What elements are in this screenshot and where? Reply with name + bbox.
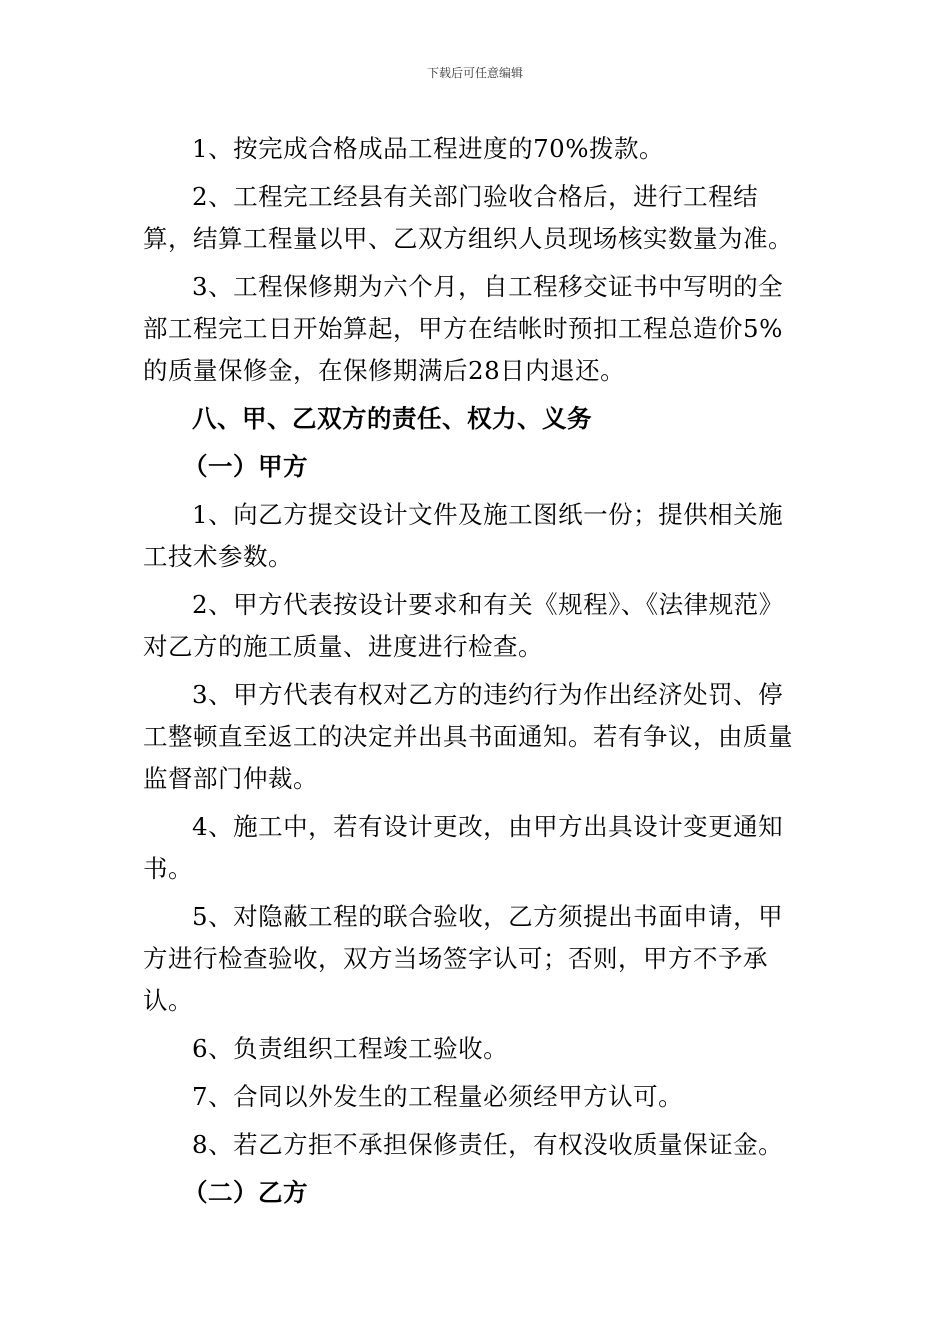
paragraph-settlement: 2、工程完工经县有关部门验收合格后，进行工程结算，结算工程量以甲、乙双方组织人员现场核实数量为准。 xyxy=(143,182,793,253)
paragraph-warranty: 3、工程保修期为六个月，自工程移交证书中写明的全部工程完工日开始算起，甲方在结帐时预扣工程总造价5%的质量保修金，在保修期满后28日内退还。 xyxy=(143,272,784,385)
party-a-item-4: 4、施工中，若有设计更改，由甲方出具设计变更通知书。 xyxy=(143,812,784,883)
party-a-item-8: 8、若乙方拒不承担保修责任，有权没收质量保证金。 xyxy=(192,1130,784,1159)
party-a-item-7: 7、合同以外发生的工程量必须经甲方认可。 xyxy=(192,1082,684,1111)
paragraph-payment-progress: 1、按完成合格成品工程进度的70%拨款。 xyxy=(192,134,665,163)
party-a-item-3: 3、甲方代表有权对乙方的违约行为作出经济处罚、停工整顿直至返工的决定并出具书面通知。若有争议，由质量监督部门仲裁。 xyxy=(143,680,793,793)
page-header-note: 下载后可任意编辑 xyxy=(426,66,523,80)
subsection-heading-party-b: （二）乙方 xyxy=(183,1178,308,1207)
party-a-item-6: 6、负责组织工程竣工验收。 xyxy=(192,1034,509,1063)
subsection-heading-party-a: （一）甲方 xyxy=(183,452,308,481)
party-a-item-5: 5、对隐蔽工程的联合验收，乙方须提出书面申请，甲方进行检查验收，双方当场签字认可；否则，甲方不予承认。 xyxy=(143,902,784,1015)
party-a-item-2: 2、甲方代表按设计要求和有关《规程》、《法律规范》对乙方的施工质量、进度进行检查。 xyxy=(143,590,784,661)
section-heading-responsibilities: 八、甲、乙双方的责任、权力、义务 xyxy=(192,404,592,433)
party-a-item-1: 1、向乙方提交设计文件及施工图纸一份；提供相关施工技术参数。 xyxy=(143,500,784,571)
document-body xyxy=(143,128,795,1214)
